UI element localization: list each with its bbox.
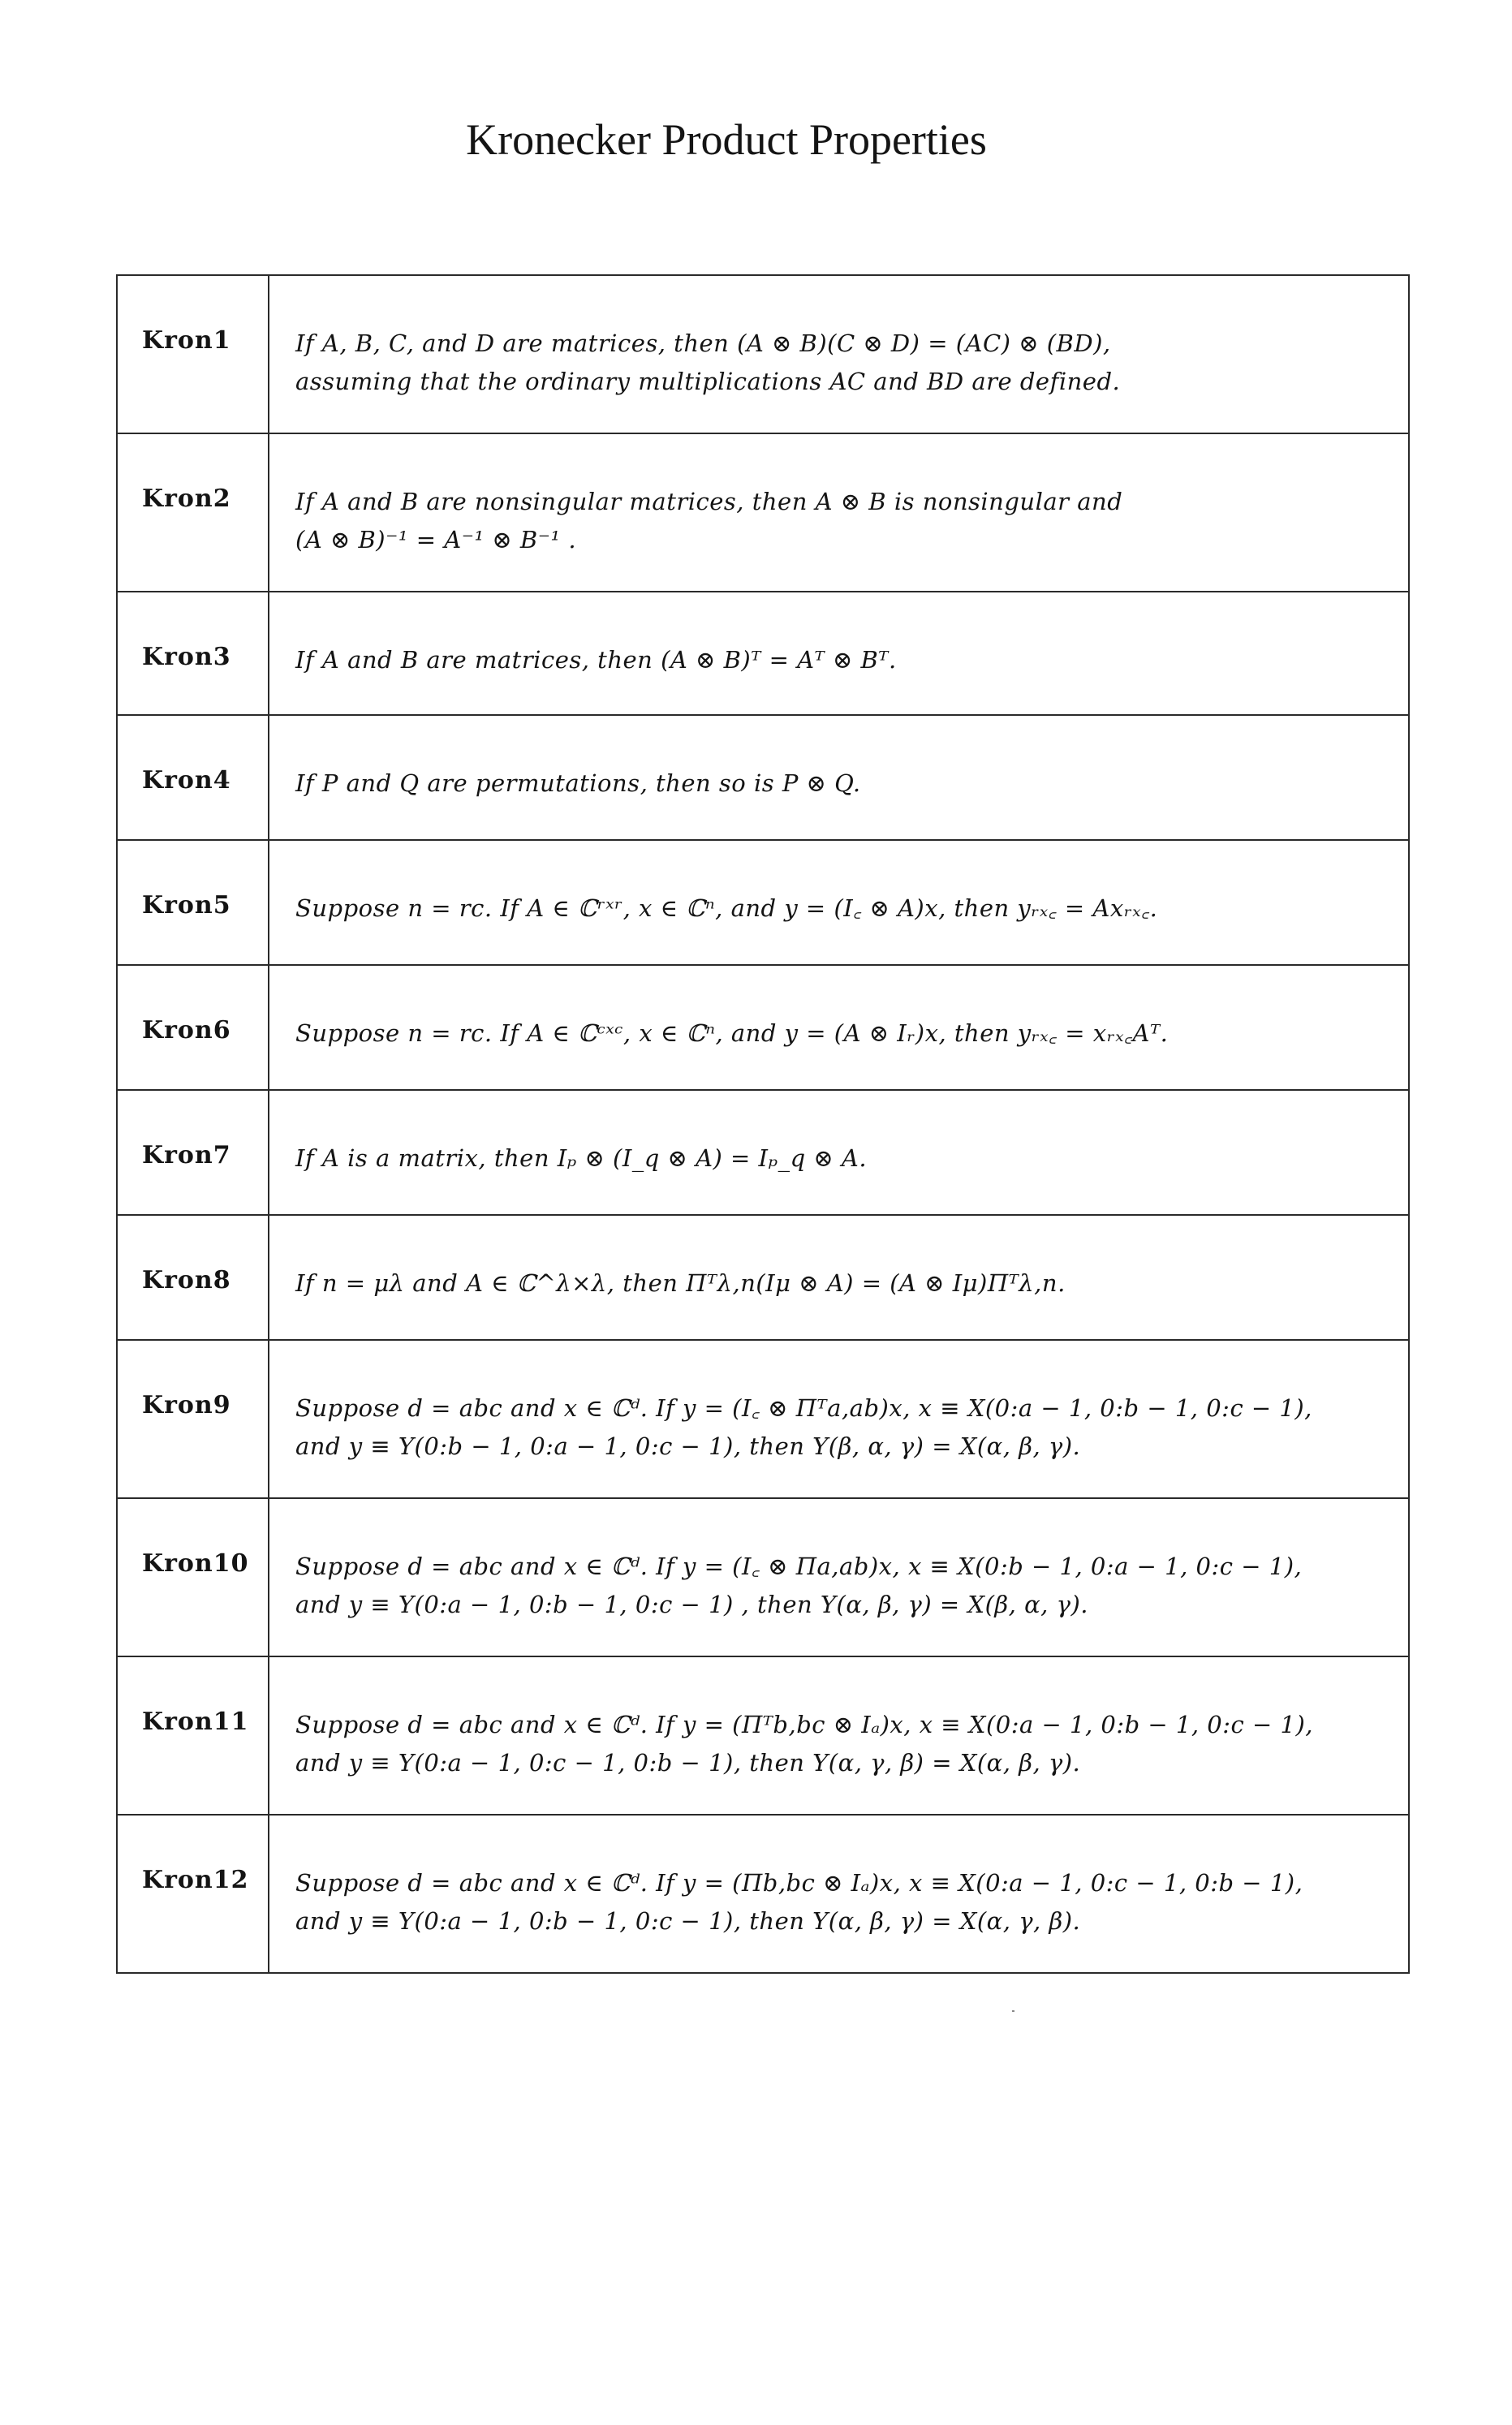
content-line: Suppose d = abc and x ∈ ℂᵈ. If y = (I꜀ ⊗ Πa,ab)x, x ≡ X(0:b − 1, 0:a − 1, 0:c − 1), (295, 1553, 1303, 1580)
table-row (117, 1815, 1409, 1973)
row-label-cell (117, 1340, 269, 1498)
row-content-cell (269, 1815, 1409, 1973)
row-label: Kron5 (142, 891, 231, 920)
row-label: Kron7 (142, 1141, 231, 1169)
row-content-cell (269, 1656, 1409, 1815)
table-row (117, 1215, 1409, 1340)
row-label: Kron9 (142, 1391, 231, 1419)
row-label-cell (117, 275, 269, 433)
row-label: Kron12 (142, 1866, 249, 1894)
table-row (117, 1090, 1409, 1215)
content-line: If A and B are matrices, then (A ⊗ B)ᵀ = Aᵀ ⊗ Bᵀ. (295, 646, 897, 674)
row-content (269, 1216, 1408, 1303)
row-content-cell (269, 592, 1409, 715)
content-line: If n = μλ and A ∈ ℂ^λ×λ, then Πᵀλ,n(Iμ ⊗ A) = (A ⊗ Iμ)Πᵀλ,n. (295, 1269, 1066, 1297)
table-row (117, 1340, 1409, 1498)
kronecker-properties-table (116, 274, 1410, 1974)
row-content-cell (269, 840, 1409, 965)
table-row (117, 1498, 1409, 1656)
table-row (117, 965, 1409, 1090)
content-line: and y ≡ Y(0:a − 1, 0:c − 1, 0:b − 1), then Y(α, γ, β) = X(α, β, γ). (295, 1749, 1081, 1777)
row-content (269, 1816, 1408, 1940)
row-label-cell (117, 1090, 269, 1215)
content-line: and y ≡ Y(0:a − 1, 0:b − 1, 0:c − 1), then Y(α, β, γ) = X(α, γ, β). (295, 1907, 1081, 1935)
row-label: Kron10 (142, 1549, 249, 1578)
row-label-cell (117, 715, 269, 840)
row-content-cell (269, 1090, 1409, 1215)
row-label: Kron2 (142, 485, 231, 513)
content-line: and y ≡ Y(0:b − 1, 0:a − 1, 0:c − 1), then Y(β, α, γ) = X(α, β, γ). (295, 1432, 1081, 1460)
row-content (269, 966, 1408, 1053)
row-content-cell (269, 1215, 1409, 1340)
row-label: Kron4 (142, 766, 231, 795)
row-content-cell (269, 275, 1409, 433)
row-label-cell (117, 965, 269, 1090)
row-content (269, 1091, 1408, 1178)
row-label: Kron3 (142, 643, 231, 671)
row-label-cell (117, 433, 269, 592)
content-line: If A is a matrix, then Iₚ ⊗ (I_q ⊗ A) = Iₚ_q ⊗ A. (295, 1144, 868, 1172)
row-label-cell (117, 592, 269, 715)
row-label: Kron8 (142, 1266, 231, 1294)
table-row (117, 715, 1409, 840)
row-content (269, 1657, 1408, 1782)
row-content-cell (269, 1498, 1409, 1656)
content-line: (A ⊗ B)⁻¹ = A⁻¹ ⊗ B⁻¹ . (295, 526, 577, 553)
row-label-cell (117, 1815, 269, 1973)
row-label-cell (117, 1215, 269, 1340)
content-line: Suppose n = rc. If A ∈ ℂᶜˣᶜ, x ∈ ℂⁿ, and y = (A ⊗ Iᵣ)x, then yᵣₓ꜀ = xᵣₓ꜀Aᵀ. (295, 1019, 1169, 1047)
table-row (117, 275, 1409, 433)
row-content-cell (269, 1340, 1409, 1498)
table-row (117, 1656, 1409, 1815)
row-content (269, 1341, 1408, 1466)
row-content-cell (269, 965, 1409, 1090)
row-label: Kron6 (142, 1016, 231, 1045)
row-content (269, 592, 1408, 679)
row-content (269, 841, 1408, 928)
content-line: If A, B, C, and D are matrices, then (A ⊗ B)(C ⊗ D) = (AC) ⊗ (BD), (295, 330, 1111, 357)
content-line: and y ≡ Y(0:a − 1, 0:b − 1, 0:c − 1) , then Y(α, β, γ) = X(β, α, γ). (295, 1591, 1088, 1618)
row-label-cell (117, 1656, 269, 1815)
row-content (269, 434, 1408, 559)
row-content-cell (269, 715, 1409, 840)
row-content (269, 1499, 1408, 1624)
content-line: If A and B are nonsingular matrices, then A ⊗ B is nonsingular and (295, 488, 1123, 515)
content-line: assuming that the ordinary multiplications AC and BD are defined. (295, 368, 1121, 395)
content-line: Suppose d = abc and x ∈ ℂᵈ. If y = (Πᵀb,bc ⊗ Iₐ)x, x ≡ X(0:a − 1, 0:b − 1, 0:c − 1), (295, 1711, 1313, 1738)
row-label-cell (117, 840, 269, 965)
table-row (117, 840, 1409, 965)
row-content-cell (269, 433, 1409, 592)
row-label-cell (117, 1498, 269, 1656)
table-row (117, 433, 1409, 592)
scan-speck (1012, 2010, 1014, 2012)
content-line: Suppose d = abc and x ∈ ℂᵈ. If y = (Πb,bc ⊗ Iₐ)x, x ≡ X(0:a − 1, 0:c − 1, 0:b − 1), (295, 1869, 1303, 1897)
row-label: Kron1 (142, 326, 231, 355)
table-row (117, 592, 1409, 715)
row-content (269, 716, 1408, 803)
content-line: Suppose n = rc. If A ∈ ℂʳˣʳ, x ∈ ℂⁿ, and y = (I꜀ ⊗ A)x, then yᵣₓ꜀ = Axᵣₓ꜀. (295, 894, 1158, 922)
row-label: Kron11 (142, 1708, 249, 1736)
content-line: Suppose d = abc and x ∈ ℂᵈ. If y = (I꜀ ⊗ Πᵀa,ab)x, x ≡ X(0:a − 1, 0:b − 1, 0:c − 1), (295, 1394, 1312, 1422)
row-content (269, 276, 1408, 401)
page-title: Kronecker Product Properties (466, 115, 987, 164)
content-line: If P and Q are permutations, then so is P ⊗ Q. (295, 769, 861, 797)
